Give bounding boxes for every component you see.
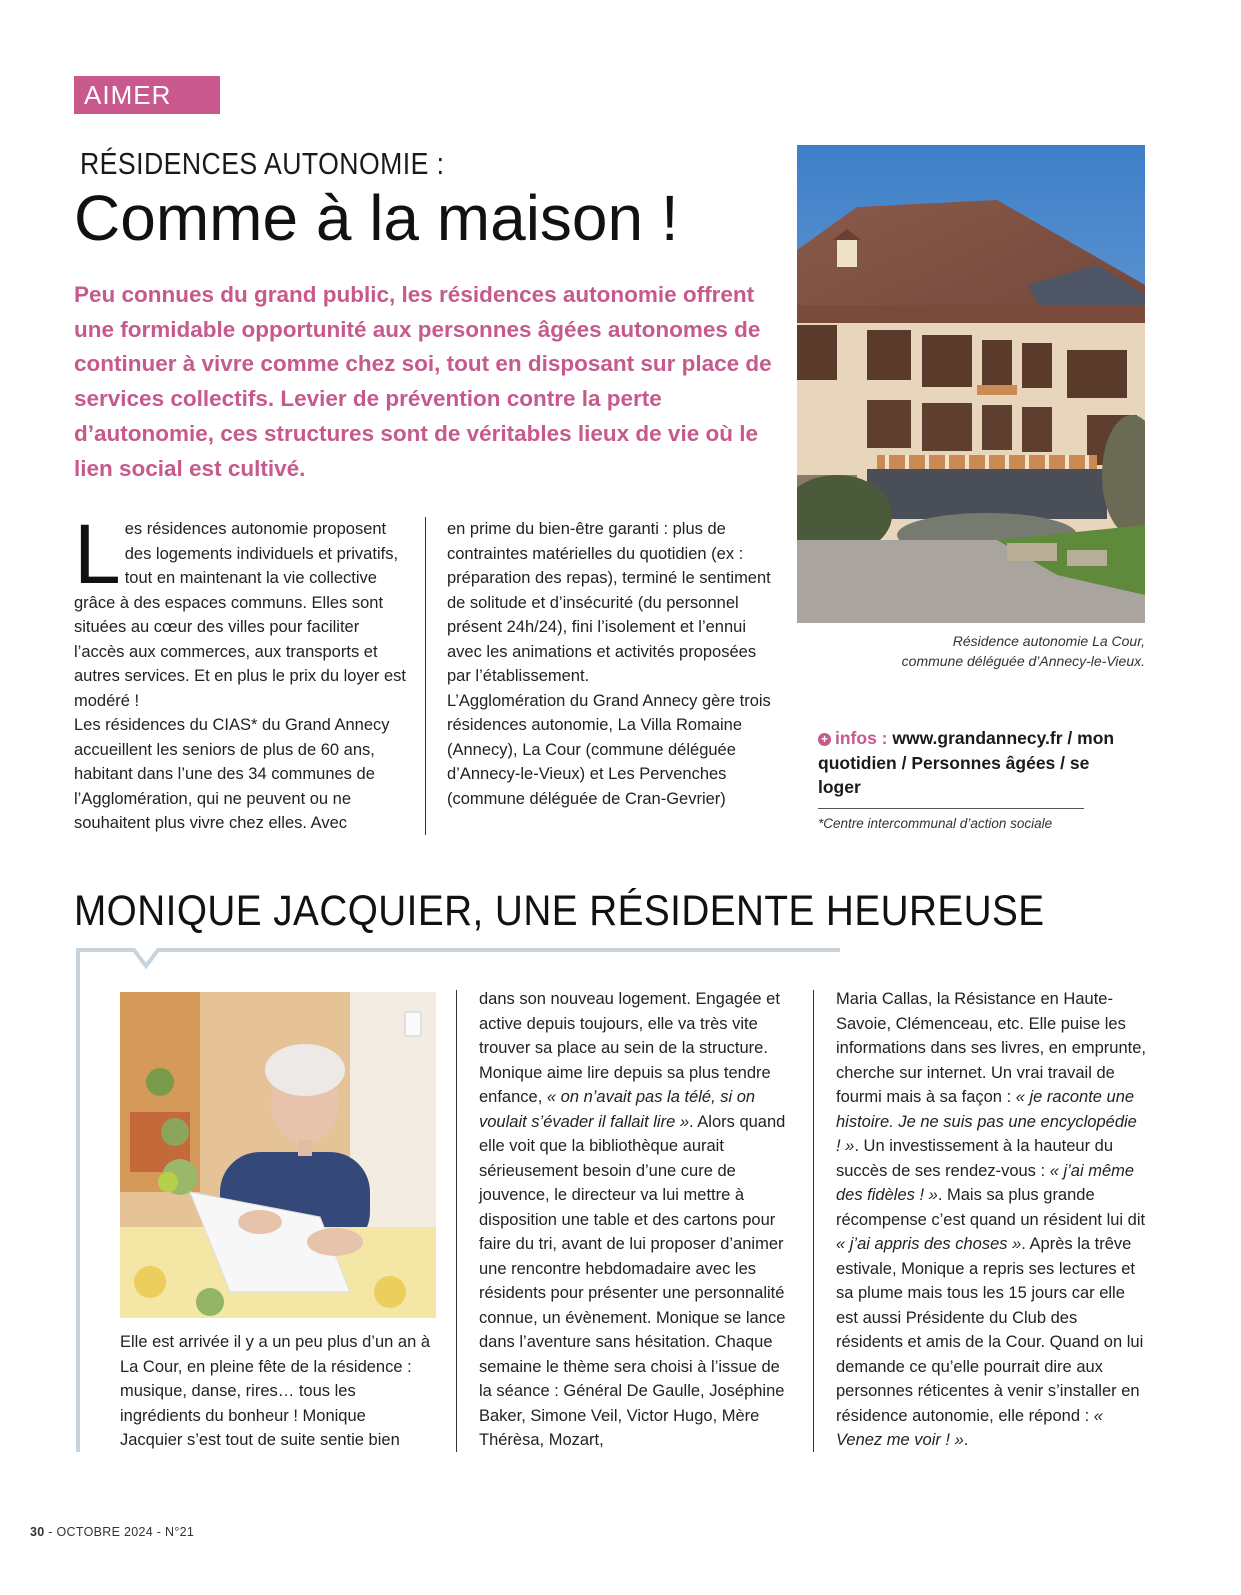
quote: « je raconte une histoire. Je ne suis pas une encyclopédie ! » [836, 1088, 1137, 1155]
quote: « Venez me voir ! » [836, 1406, 1103, 1449]
drop-cap: L [74, 507, 121, 601]
column-divider [813, 990, 814, 1452]
residence-photo [797, 145, 1145, 623]
page-number: 30 [30, 1525, 45, 1539]
section-tag-label: AIMER [84, 80, 172, 110]
article-lead: Peu connues du grand public, les résidences autonomie offrent une formidable opportunité aux personnes âgées autonomes de continuer à vivre comme chez soi, tout en disposant sur place de services collectifs. Levier de prévention contre la perte d’autonomie, ces structures sont de véritables lieux de vie où le lien social est cultivé. [74, 282, 772, 481]
paragraph: Maria Callas, la Résistance en Haute-Savoie, Clémenceau, etc. Elle puise les informations dans ses livres, en emprunte, cherche sur internet. Un vrai travail de fourmi mais à sa façon : [836, 990, 1146, 1106]
caption-line: commune déléguée d’Annecy-le-Vieux. [901, 653, 1145, 669]
article-2-column-3 [836, 987, 1146, 1453]
issue-info: - OCTOBRE 2024 - N°21 [44, 1525, 195, 1539]
article-2-column-2 [479, 987, 793, 1453]
plus-circle-icon: + [818, 733, 831, 746]
column-divider [425, 517, 426, 835]
page-footer [30, 1525, 194, 1539]
column-divider [456, 990, 457, 1452]
paragraph: dans son nouveau logement. Engagée et active depuis toujours, elle va très vite trouver sa place au sein de la structure. Monique aime lire depuis sa plus tendre enfance, [479, 990, 780, 1106]
footnote: *Centre intercommunal d’action sociale [818, 816, 1053, 831]
paragraph: . Un investissement à la hauteur du succès de ses rendez-vous : [836, 1137, 1114, 1180]
quote: « j’ai appris des choses » [836, 1235, 1022, 1253]
article-2-heading: MONIQUE JACQUIER, UNE RÉSIDENTE HEUREUSE [74, 887, 1045, 935]
paragraph: . Mais sa plus grande récompense c’est quand un résident lui dit [836, 1186, 1146, 1229]
quote: « j’ai même des fidèles ! » [836, 1161, 1135, 1204]
resident-photo [120, 992, 436, 1318]
photo-caption [797, 631, 1145, 671]
infos-divider [818, 808, 1084, 809]
paragraph: en prime du bien-être garanti : plus de contraintes matérielles du quotidien (ex : préparation des repas), terminé le sentiment de solitude et d’insécurité (du personnel présent 24h/24), fini l’isolement et l’ennui avec les animations et activités proposées par l’établissement. [447, 520, 771, 685]
article-kicker: RÉSIDENCES AUTONOMIE : [80, 146, 445, 181]
article-title: Comme à la maison ! [74, 182, 679, 254]
paragraph: . Après la trêve estivale, Monique a repris ses lectures et sa plume mais tous les 15 jours car elle est aussi Présidente du Club des résidents et amis de la Cour. Quand on lui demande ce qu’elle pourrait dire aux personnes réticentes à venir s’installer en résidence autonomie, elle répond : [836, 1235, 1144, 1425]
paragraph: . Alors quand elle voit que la bibliothèque aurait sérieusement besoin d’une cure de jouvence, le directeur va lui mettre à disposition une table et des cartons pour faire du tri, avant de lui proposer d’animer une rencontre hebdomadaire avec les résidents pour présenter une personnalité connue, un évènement. Monique se lance dans l’aventure sans hésitation. Chaque semaine le thème sera choisi à l’issue de la séance : Général De Gaulle, Joséphine Baker, Simone Veil, Victor Hugo, Mère Thérèsa, Mozart, [479, 1112, 786, 1449]
paragraph: . [963, 1431, 969, 1449]
paragraph: L’Agglomération du Grand Annecy gère trois résidences autonomie, La Villa Romaine (Annecy), La Cour (commune déléguée d’Annecy-le-Vieux) et Les Pervenches (commune déléguée de Cran-Gevrier) [447, 691, 771, 808]
infos-link[interactable]: www.grandannecy.fr / mon quotidien / Personnes âgées / se loger [818, 728, 1115, 797]
article-column-2 [447, 517, 777, 811]
article-column-1 [74, 507, 410, 836]
paragraph: es résidences autonomie proposent des logements individuels et privatifs, tout en maintenant la vie collective grâce à des espaces communs. Elles sont situées au cœur des villes pour faciliter l’accès aux commerces, aux transports et autres services. Et en plus le prix du loyer est modéré ! [74, 520, 406, 710]
quote: « on n’avait pas la télé, si on voulait s’évader il fallait lire » [479, 1088, 756, 1131]
infos-label: infos : [835, 728, 888, 748]
infos-box [818, 726, 1118, 800]
caption-line: Résidence autonomie La Cour, [952, 633, 1145, 649]
paragraph: Les résidences du CIAS* du Grand Annecy accueillent les seniors de plus de 60 ans, habitant dans l’une des 34 communes de l’Agglomération, qui ne peuvent ou ne souhaitent plus vivre chez elles. Avec [74, 716, 390, 832]
section-tag [74, 76, 220, 114]
article-2-column-1: Elle est arrivée il y a un peu plus d’un an à La Cour, en pleine fête de la résidence : musique, danse, rires… tous les ingrédients du bonheur ! Monique Jacquier s’est tout de suite sentie bien [120, 1333, 431, 1449]
